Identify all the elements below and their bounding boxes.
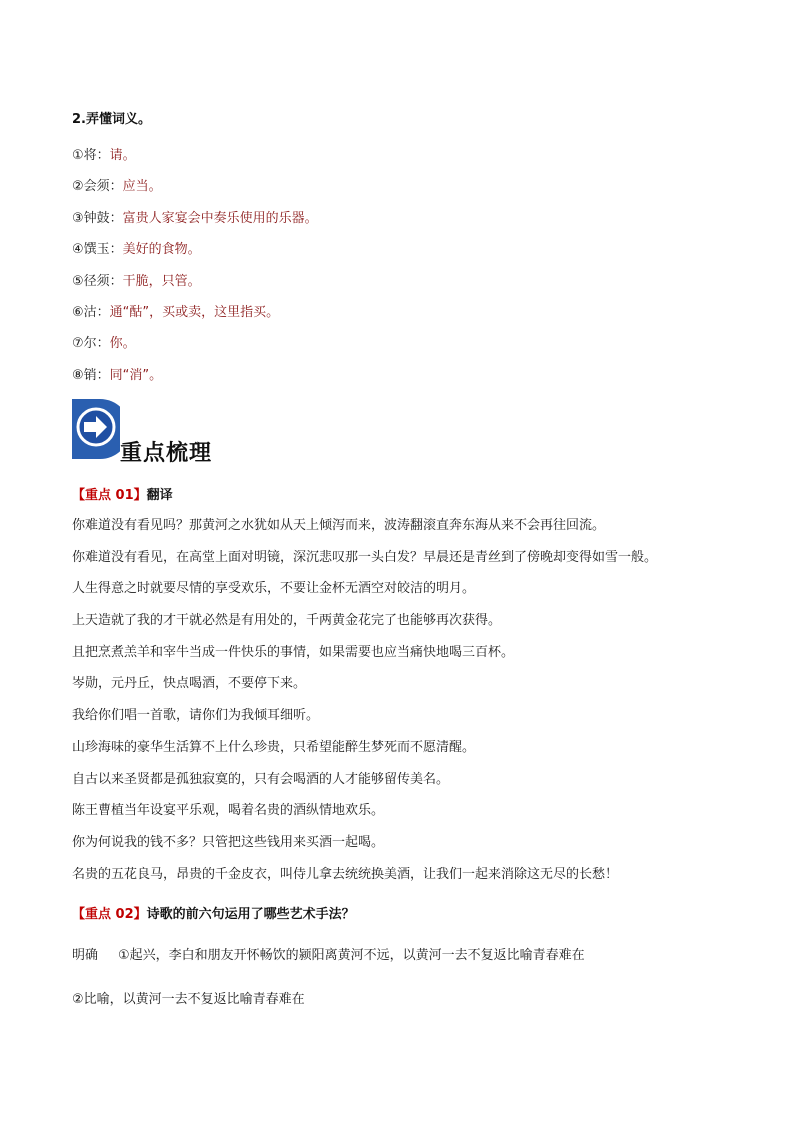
translation-line: 名贵的五花良马，昂贵的千金皮衣，叫侍儿拿去统统换美酒，让我们一起来消除这无尽的长愁！ bbox=[72, 866, 619, 882]
vocab-item bbox=[72, 301, 732, 332]
translation-line: 陈王曹植当年设宴平乐观，喝着名贵的酒纵情地欢乐。 bbox=[72, 803, 385, 819]
key-point-heading bbox=[72, 903, 355, 922]
section-heading: 重点梳理 bbox=[120, 440, 213, 466]
vocab-term: ⑤径须： bbox=[72, 273, 123, 289]
vocab-term: ⑧销： bbox=[72, 367, 110, 383]
key-point-tag: 【重点 01】 bbox=[72, 488, 147, 503]
vocab-term: ⑦尔： bbox=[72, 336, 110, 352]
translation-line: 自古以来圣贤都是孤独寂寞的，只有会喝酒的人才能够留传美名。 bbox=[72, 771, 450, 787]
key-point-topic: 诗歌的前六句运用了哪些艺术手法？ bbox=[146, 907, 355, 922]
vocab-item bbox=[72, 207, 732, 238]
translation-line: 我给你们唱一首歌，请你们为我倾耳细听。 bbox=[72, 708, 320, 724]
answer-text: ①起兴，李白和朋友开怀畅饮的颍阳离黄河不远，以黄河一去不复返比喻青春难在 bbox=[118, 948, 585, 963]
vocab-item bbox=[72, 270, 732, 301]
translation-line: 你难道没有看见吗？那黄河之水犹如从天上倾泻而来，波涛翻滚直奔东海从来不会再往回流。 bbox=[72, 518, 606, 533]
vocab-item bbox=[72, 238, 732, 269]
translation-list bbox=[72, 514, 742, 894]
vocab-def: 干脆，只管。 bbox=[122, 273, 201, 289]
translation-line: 你难道没有看见，在高堂上面对明镜，深沉悲叹那一头白发？早晨还是青丝到了傍晚却变得如雪一般。 bbox=[72, 549, 658, 565]
key-point-heading bbox=[72, 484, 173, 503]
vocab-item bbox=[72, 332, 732, 363]
answer-label: 明确 bbox=[72, 948, 99, 963]
vocab-term: ②会须： bbox=[72, 179, 123, 195]
translation-line: 上天造就了我的才干就必然是有用处的，千两黄金花完了也能够再次获得。 bbox=[72, 613, 502, 629]
vocab-def: 应当。 bbox=[122, 179, 162, 195]
vocab-def: 美好的食物。 bbox=[122, 242, 201, 258]
vocab-def: 你。 bbox=[109, 336, 136, 352]
vocab-term: ④馔玉： bbox=[72, 242, 123, 258]
vocab-def: 富贵人家宴会中奏乐使用的乐器。 bbox=[122, 210, 318, 226]
vocab-list bbox=[72, 144, 732, 395]
vocab-term: ③钟鼓： bbox=[72, 210, 123, 226]
vocab-term: ①将： bbox=[72, 148, 110, 163]
answer-line bbox=[72, 944, 585, 963]
translation-line: 岑勋，元丹丘，快点喝酒，不要停下来。 bbox=[72, 676, 307, 692]
vocab-def: 同“消”。 bbox=[109, 367, 163, 383]
translation-line: 你为何说我的钱不多？只管把这些钱用来买酒一起喝。 bbox=[72, 834, 385, 850]
vocab-term: ⑥沽： bbox=[72, 304, 110, 320]
section-title: 2.弄懂词义。 bbox=[72, 112, 151, 127]
translation-line: 人生得意之时就要尽情的享受欢乐，不要让金杯无酒空对皎洁的明月。 bbox=[72, 581, 476, 597]
vocab-def: 请。 bbox=[109, 148, 136, 163]
key-point-topic: 翻译 bbox=[146, 488, 173, 503]
vocab-item bbox=[72, 175, 732, 206]
key-point-tag: 【重点 02】 bbox=[72, 907, 147, 922]
vocab-def: 通“酤”，买或卖，这里指买。 bbox=[109, 304, 280, 320]
answer-line: ②比喻，以黄河一去不复返比喻青春难在 bbox=[72, 992, 305, 1007]
vocab-item bbox=[72, 144, 732, 175]
arrow-right-circle-icon bbox=[70, 397, 120, 461]
translation-line: 山珍海味的豪华生活算不上什么珍贵，只希望能醉生梦死而不愿清醒。 bbox=[72, 739, 476, 755]
vocab-item bbox=[72, 364, 732, 395]
translation-line: 且把烹煮羔羊和宰牛当成一件快乐的事情，如果需要也应当痛快地喝三百杯。 bbox=[72, 644, 515, 660]
